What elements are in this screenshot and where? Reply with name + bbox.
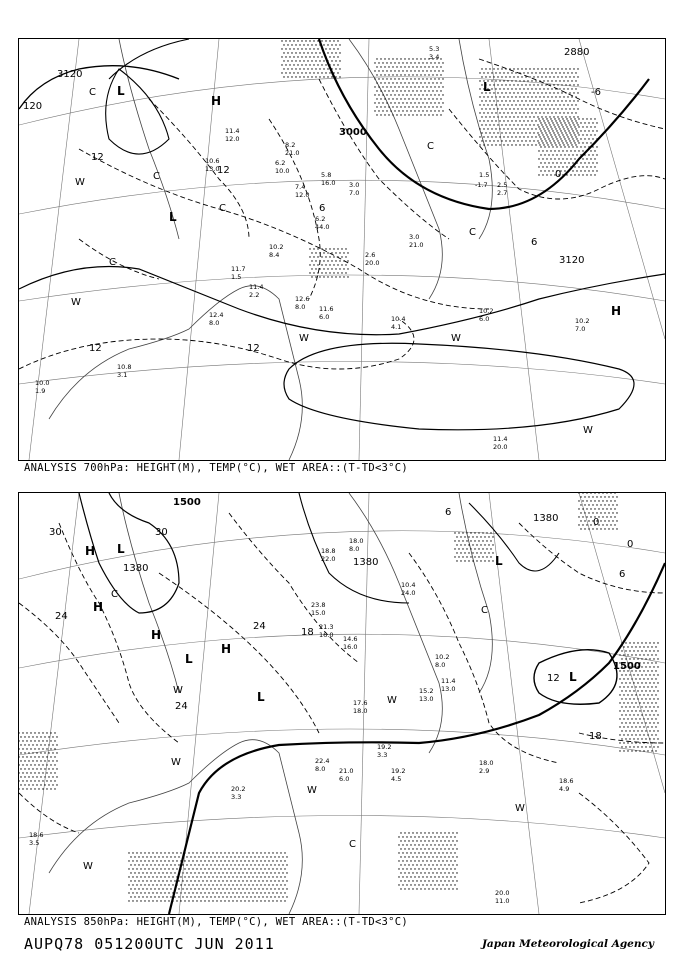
obs-value: 14.6 (343, 635, 358, 643)
obs-value: 2.5 (497, 181, 508, 189)
obs-value: 8.0 (349, 545, 360, 553)
warm-center: W (451, 333, 461, 344)
obs-value: 8.0 (209, 319, 220, 327)
obs-value: 20.0 (365, 259, 380, 267)
height-label: 1500 (613, 661, 641, 672)
cold-center: C (481, 605, 488, 616)
high-pressure-center: H (85, 544, 96, 558)
obs-value: 2.6 (365, 251, 376, 259)
obs-value: 11.4 (441, 677, 456, 685)
obs-value: 16.0 (319, 631, 334, 639)
low-pressure-center: L (169, 210, 177, 224)
obs-value: 11.7 (231, 265, 246, 273)
chart-850hpa (18, 492, 666, 915)
cold-center: C (109, 257, 116, 268)
obs-value: 7.0 (349, 189, 360, 197)
isotherm-label: 12 (91, 152, 104, 163)
isotherm-label: 12 (547, 673, 560, 684)
isotherm-label: 12 (247, 343, 260, 354)
obs-value: 6.2 (275, 159, 286, 167)
obs-value: 8.4 (269, 251, 280, 259)
isotherm-label: 6 (319, 203, 326, 214)
obs-value: 22.0 (321, 555, 336, 563)
cold-center: C (111, 589, 118, 600)
obs-value: 6.0 (479, 315, 490, 323)
obs-value: 20.0 (495, 889, 510, 897)
low-pressure-center: L (185, 652, 193, 666)
obs-value: 18.0 (479, 759, 494, 767)
obs-value: 13.0 (441, 685, 456, 693)
obs-value: 3.3 (377, 751, 388, 759)
obs-value: 20.2 (231, 785, 246, 793)
isotherm-label: 18 (301, 627, 314, 638)
obs-value: 11.4 (493, 435, 508, 443)
obs-value: 5.8 (321, 171, 332, 179)
chart-700hpa (18, 38, 666, 461)
obs-value: 10.6 (205, 157, 220, 165)
obs-value: 11.0 (495, 897, 510, 905)
obs-value: 12.6 (295, 295, 310, 303)
height-label: 3120 (57, 69, 83, 80)
obs-value: 17.6 (353, 699, 368, 707)
obs-value: 12.0 (225, 135, 240, 143)
map-850hpa (19, 493, 665, 914)
isotherm-label: 18 (589, 731, 602, 742)
obs-value: 19.2 (377, 743, 392, 751)
warm-center: W (71, 297, 81, 308)
obs-value: 11.6 (319, 305, 334, 313)
agency-name: Japan Meteorological Agency (481, 938, 654, 950)
obs-value: 18.8 (321, 547, 336, 555)
high-pressure-center: H (211, 94, 222, 108)
isotherm-label: 12 (217, 165, 230, 176)
cold-center: C (469, 227, 476, 238)
warm-center: W (173, 685, 183, 696)
obs-value: 21.0 (339, 767, 354, 775)
obs-value: 18.6 (559, 777, 574, 785)
obs-value: 5.3 (429, 45, 440, 53)
height-label: 120 (23, 101, 43, 112)
cold-center: C (89, 87, 96, 98)
isotherm-label: 0 (593, 517, 600, 528)
warm-center: W (387, 695, 397, 706)
obs-value: 1.9 (35, 387, 46, 395)
obs-value: 23.8 (311, 601, 326, 609)
obs-value: 3.0 (349, 181, 360, 189)
warm-center: W (515, 803, 525, 814)
chart-identifier: AUPQ78 051200UTC JUN 2011 (24, 935, 275, 953)
obs-value: 3.1 (117, 371, 128, 379)
pressure-systems (117, 80, 621, 318)
obs-value: 10.4 (391, 315, 406, 323)
isotherm-label: 24 (253, 621, 266, 632)
cold-center: C (153, 171, 160, 182)
obs-value: 18.6 (29, 831, 44, 839)
caption-700hpa: ANALYSIS 700hPa: HEIGHT(M), TEMP(°C), WET AREA::(T-TD<3°C) (24, 462, 409, 474)
coastline (49, 493, 492, 914)
obs-value: 8.2 (285, 141, 296, 149)
obs-value: 1.5 (479, 171, 490, 179)
wet-areas (19, 493, 659, 902)
obs-value: 10.0 (275, 167, 290, 175)
cold-center: C (427, 141, 434, 152)
low-pressure-center: L (257, 690, 265, 704)
height-label: 1380 (533, 513, 559, 524)
obs-value: 13.0 (419, 695, 434, 703)
height-label: 1380 (353, 557, 379, 568)
isotherm-label: 30 (49, 527, 62, 538)
obs-value: 10.2 (435, 653, 450, 661)
obs-value: 4.5 (391, 775, 402, 783)
obs-value: 2.2 (249, 291, 260, 299)
isotherm-label: 0 (627, 539, 634, 550)
isotherm-label: 30 (155, 527, 168, 538)
low-pressure-center: L (117, 84, 125, 98)
isotherm-label: 0 (555, 169, 562, 180)
obs-value: 18.0 (349, 537, 364, 545)
obs-value: 7.0 (575, 325, 586, 333)
high-pressure-center: H (221, 642, 232, 656)
obs-value: 20.0 (493, 443, 508, 451)
warm-center: W (83, 861, 93, 872)
isotherm-label: 6 (445, 507, 452, 518)
obs-value: 10.4 (401, 581, 416, 589)
obs-value: 3.4 (429, 53, 440, 61)
obs-value: 2.9 (479, 767, 490, 775)
obs-value: 21.3 (319, 623, 334, 631)
obs-value: 4.1 (391, 323, 402, 331)
wet-areas (281, 40, 597, 277)
warm-center: W (307, 785, 317, 796)
obs-value: 8.0 (295, 303, 306, 311)
obs-value: 2.7 (497, 189, 508, 197)
obs-value: 16.0 (343, 643, 358, 651)
height-label: 1500 (173, 497, 201, 508)
height-label: 3120 (559, 255, 585, 266)
obs-value: 12.4 (209, 311, 224, 319)
obs-value: 11.4 (225, 127, 240, 135)
high-pressure-center: H (93, 600, 104, 614)
obs-value: 22.4 (315, 757, 330, 765)
low-pressure-center: L (495, 554, 503, 568)
contour-labels (49, 497, 641, 742)
obs-value: 11.4 (249, 283, 264, 291)
warm-center: W (583, 425, 593, 436)
warm-center: W (299, 333, 309, 344)
obs-value: 15.2 (419, 687, 434, 695)
obs-value: 10.8 (117, 363, 132, 371)
obs-value: 21.0 (285, 149, 300, 157)
obs-value: 10.0 (35, 379, 50, 387)
obs-value: 1.5 (231, 273, 242, 281)
warm-center: W (171, 757, 181, 768)
obs-value: 7.4 (295, 183, 306, 191)
cold-center: C (349, 839, 356, 850)
isotherm-label: 24 (55, 611, 68, 622)
obs-value: 4.9 (559, 785, 570, 793)
obs-value: 21.0 (409, 241, 424, 249)
obs-value: 12.0 (295, 191, 310, 199)
cold-center: C (219, 203, 226, 214)
obs-value: 3.5 (29, 839, 40, 847)
obs-value: 8.0 (315, 765, 326, 773)
low-pressure-center: L (569, 670, 577, 684)
obs-value: 3.0 (409, 233, 420, 241)
isotherm-label: 12 (89, 343, 102, 354)
obs-value: 3.3 (231, 793, 242, 801)
obs-value: 16.0 (321, 179, 336, 187)
obs-value: 10.2 (575, 317, 590, 325)
obs-value: 18.0 (353, 707, 368, 715)
obs-value: 10.2 (269, 243, 284, 251)
obs-value: 13.0 (205, 165, 220, 173)
height-label: 3000 (339, 127, 367, 138)
isotherm-label: 24 (175, 701, 188, 712)
isotherm-label: -6 (591, 87, 601, 98)
warm-center: W (75, 177, 85, 188)
isotherms (19, 513, 665, 903)
height-label: 1380 (123, 563, 149, 574)
obs-value: 6.2 (315, 215, 326, 223)
obs-value: 6.0 (339, 775, 350, 783)
map-700hpa (19, 39, 665, 460)
obs-value: 24.0 (401, 589, 416, 597)
obs-value: 6.0 (319, 313, 330, 321)
isotherm-label: 6 (619, 569, 626, 580)
caption-850hpa: ANALYSIS 850hPa: HEIGHT(M), TEMP(°C), WET AREA::(T-TD<3°C) (24, 916, 409, 928)
low-pressure-center: L (483, 80, 491, 94)
obs-value: 15.0 (311, 609, 326, 617)
high-pressure-center: H (151, 628, 162, 642)
low-pressure-center: L (117, 542, 125, 556)
isotherm-label: 6 (531, 237, 538, 248)
obs-value: 19.2 (391, 767, 406, 775)
obs-value: -1.7 (475, 181, 488, 189)
high-pressure-center: H (611, 304, 622, 318)
obs-value: 8.0 (435, 661, 446, 669)
obs-value: 44.0 (315, 223, 330, 231)
height-label: 2880 (564, 47, 590, 58)
obs-value: 10.2 (479, 307, 494, 315)
station-observations (35, 45, 589, 451)
